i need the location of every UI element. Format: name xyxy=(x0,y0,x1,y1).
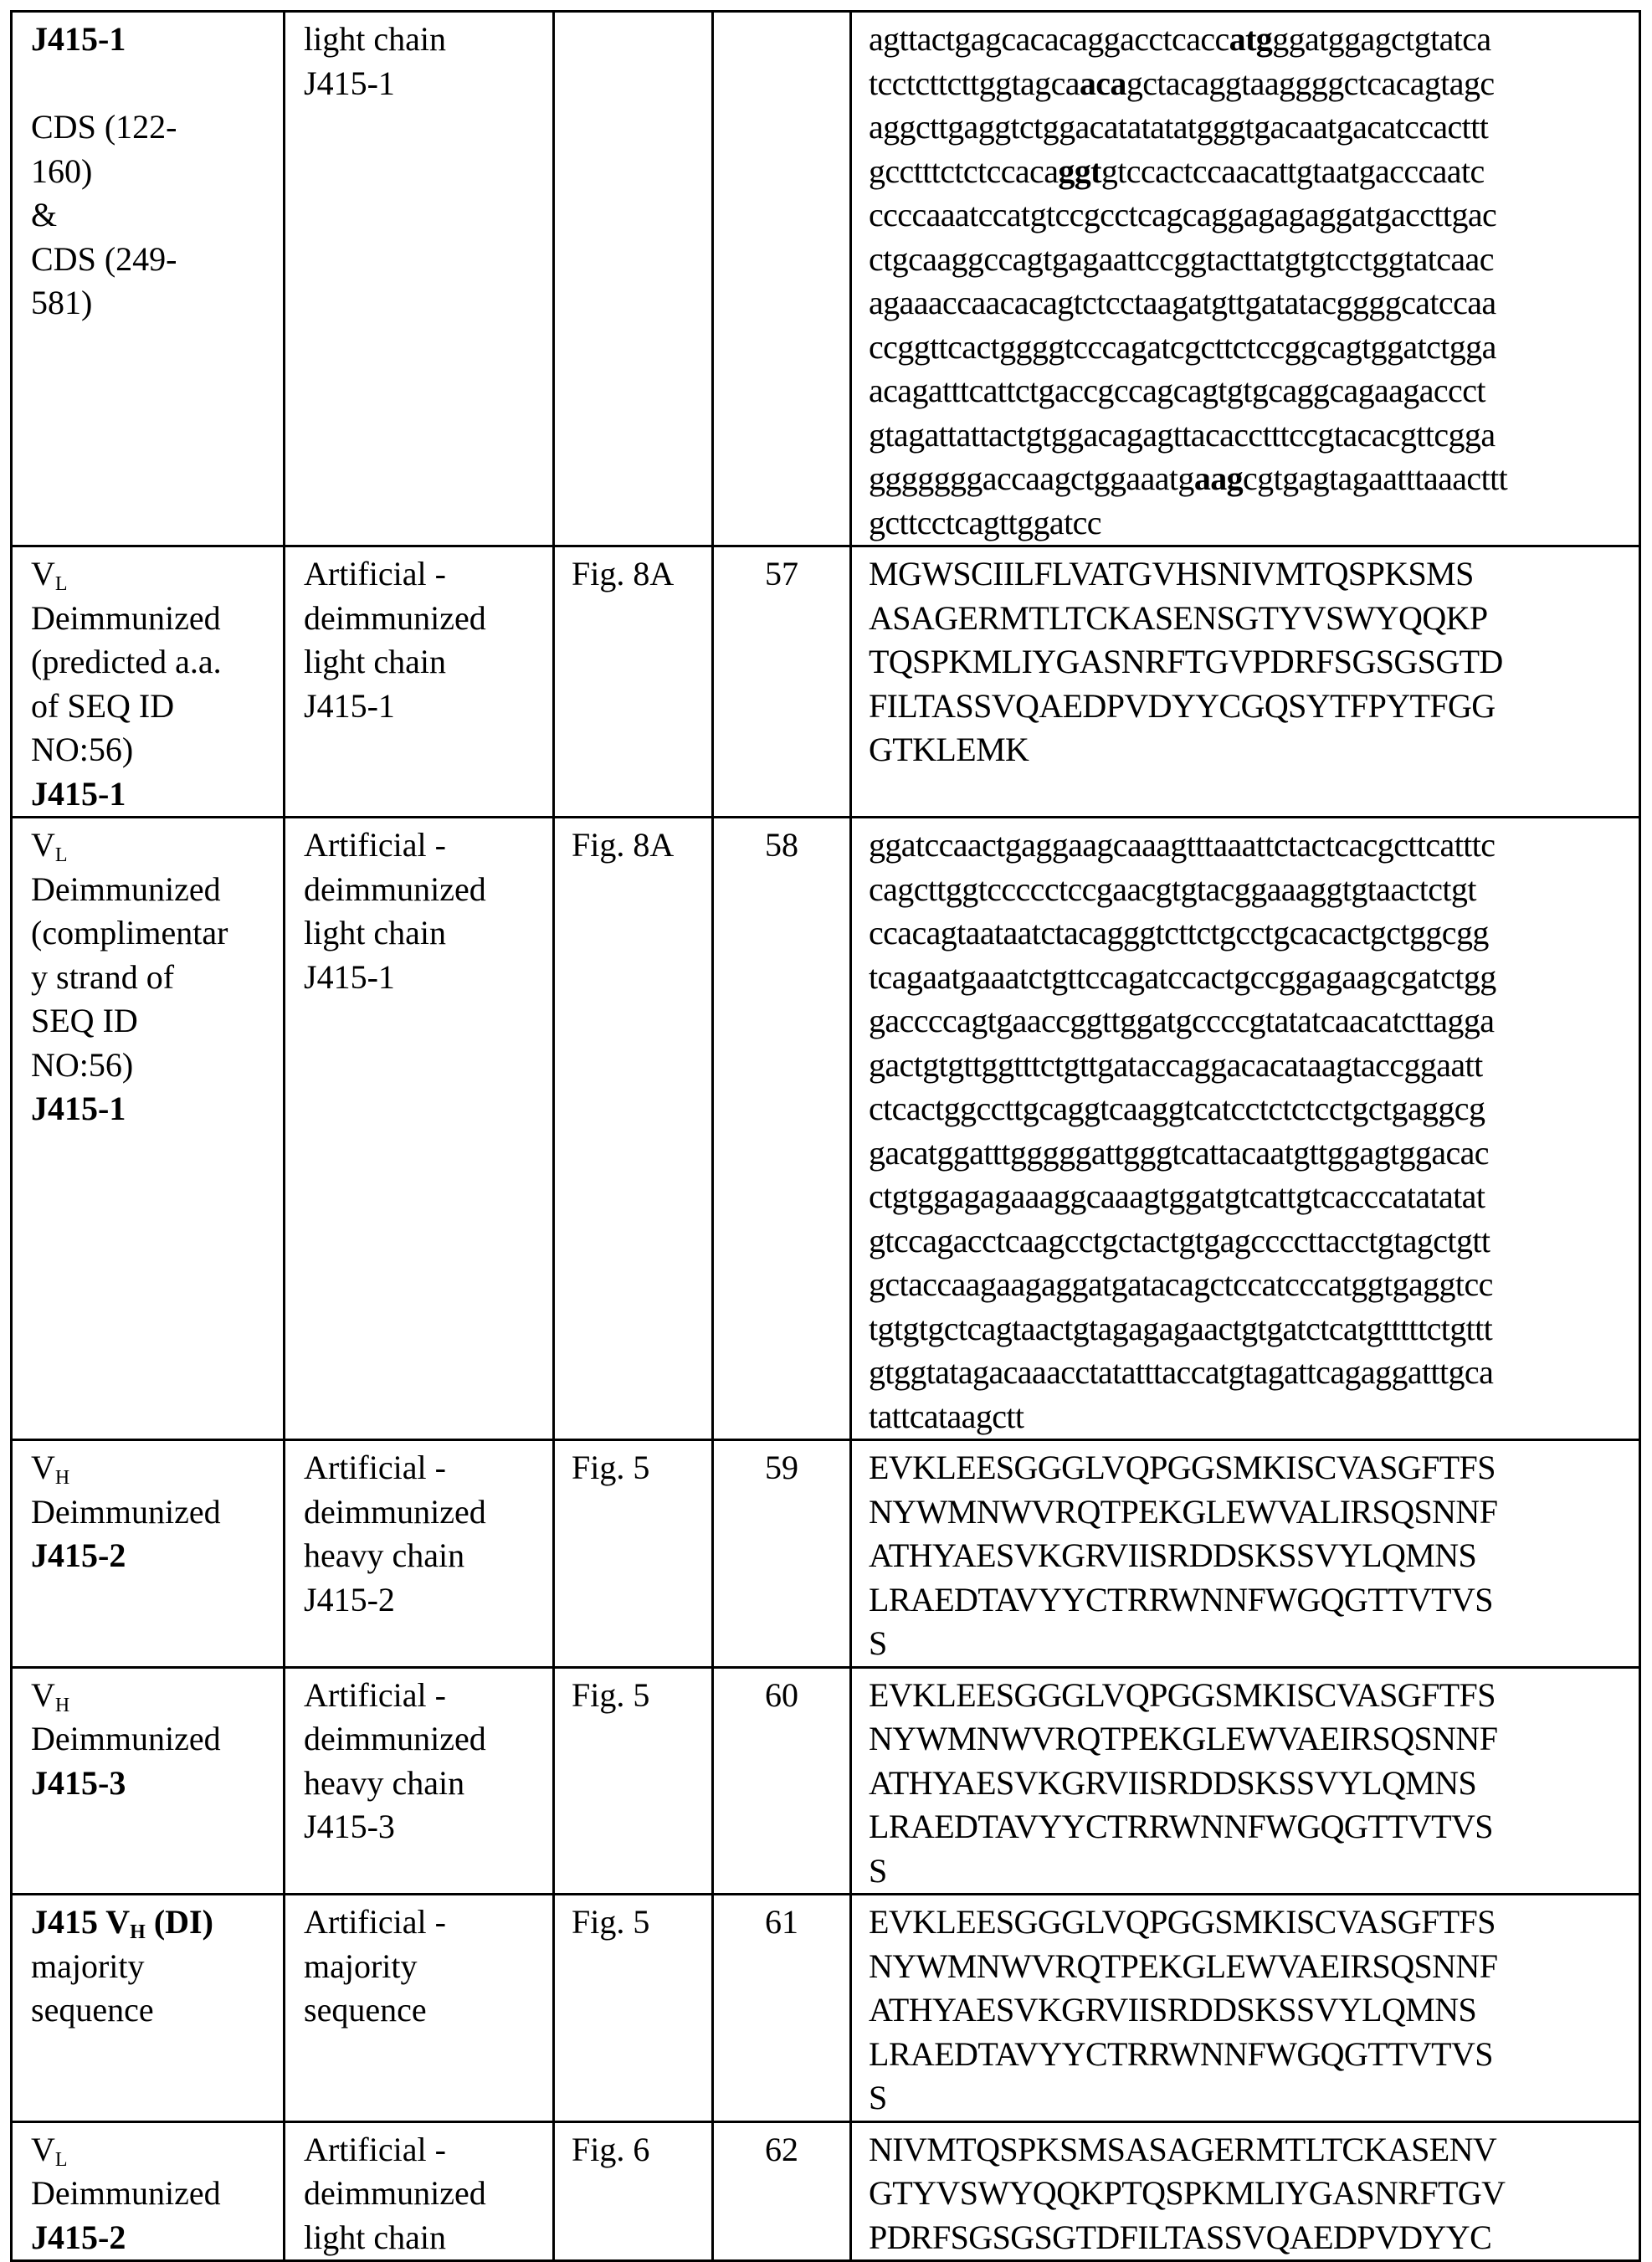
source-line: Artificial - xyxy=(304,555,446,592)
sequence-name-line: $V_H$ xyxy=(31,1449,70,1489)
sequence-name-line: $V_L$ xyxy=(31,555,68,595)
seq-id-cell xyxy=(713,2121,851,2261)
sequence-line: cagcttggtccccctccgaacgtgtacggaaaggtgtaactctgt xyxy=(869,869,1476,908)
sequence-name-line: SEQ ID xyxy=(31,1002,138,1039)
sequence-line: ctcactggccttgcaggtcaaggtcatcctctctcctgctgaggcg xyxy=(869,1090,1485,1127)
sequence-line: NIVMTQSPKSMSASAGERMTLTCKASENV xyxy=(869,2130,1497,2168)
sequence-line: ATHYAESVKGRVIISRDDSKSSVYLQMNS xyxy=(869,1763,1477,1802)
seq-id-number: 57 xyxy=(765,555,798,592)
sequence-line: FILTASSVQAEDPVDYYCGQSYTFPYTFGG xyxy=(869,686,1496,725)
sequence-line: ctgcaaggccagtgagaattccggtacttatgtgtcctggtatcaac xyxy=(869,239,1494,278)
figure-ref: Fig. 5 xyxy=(572,1903,650,1941)
sequence-name-line: sequence xyxy=(31,1991,154,2029)
sequence-name-line: $V_L$ xyxy=(31,2130,68,2171)
subscript: L xyxy=(54,844,68,866)
sequence-line: gctaccaagaagaggatgatacagctccatcccatggtgaggtcc xyxy=(869,1265,1493,1303)
table-row xyxy=(12,546,1640,818)
sequence-name-line: J415-1 xyxy=(31,774,126,813)
sequence-line: agttactgagcacacaggacctcaccatgggatggagctgtatca xyxy=(869,20,1491,58)
sequence-name-line: J415-2 xyxy=(31,2218,126,2256)
sequence-line: GTKLEMK xyxy=(869,731,1029,768)
source-line: J415-2 xyxy=(304,1580,395,1618)
subscript: L xyxy=(54,2148,68,2171)
source-cell xyxy=(285,2121,554,2261)
sequence-name-line xyxy=(31,62,283,106)
sequence-line: gtccagacctcaagcctgctactgtgagccccttacctgtagctgtt xyxy=(869,1221,1490,1259)
codon-highlight: aag xyxy=(1193,459,1244,497)
sequence-cell xyxy=(851,2121,1640,2261)
sequence-table xyxy=(10,10,1641,2262)
figure-cell xyxy=(554,12,713,546)
sequence-name-cell xyxy=(12,818,285,1440)
source-line: J415-1 xyxy=(304,957,395,996)
table-row xyxy=(12,1440,1640,1668)
sequence-table-body xyxy=(12,12,1640,2261)
sequence-name-line: Deimmunized xyxy=(31,869,221,908)
sequence-name-line: Deimmunized xyxy=(31,1720,221,1757)
seq-id-cell xyxy=(713,546,851,818)
source-line: light chain xyxy=(304,914,446,951)
sequence-line: gcctttctctccacaggtgtccactccaacattgtaatgacccaatc xyxy=(869,151,1485,190)
figure-cell xyxy=(554,1440,713,1668)
sequence-name-line: (predicted a.a. xyxy=(31,643,222,680)
seq-id-number: 58 xyxy=(765,826,798,864)
sequence-name-cell xyxy=(12,1440,285,1668)
sequence-name-cell xyxy=(12,1895,285,2122)
sequence-name-line: J415-1 xyxy=(31,20,126,58)
codon-highlight: atg xyxy=(1229,20,1273,58)
source-line: Artificial - xyxy=(304,2130,446,2168)
sequence-line: gactgtgttggtttctgttgataccaggacacataagtaccggaatt xyxy=(869,1045,1483,1084)
sequence-line: tattcataagctt xyxy=(869,1397,1024,1435)
source-line: deimmunized xyxy=(304,869,486,908)
sequence-name-line: J415-2 xyxy=(31,1536,126,1574)
source-line: heavy chain xyxy=(304,1536,465,1574)
sequence-name-line: $V_L$ xyxy=(31,826,68,866)
codon-highlight: ggt xyxy=(1058,151,1101,190)
sequence-cell xyxy=(851,818,1640,1440)
sequence-name-line: Deimmunized xyxy=(31,2174,221,2212)
sequence-line: NYWMNWVRQTPEKGLEWVALIRSQSNNF xyxy=(869,1492,1498,1531)
sequence-line: LRAEDTAVYYCTRRWNNFWGQGTTVTVS xyxy=(869,1580,1493,1618)
sequence-line: LRAEDTAVYYCTRRWNNFWGQGTTVTVS xyxy=(869,1808,1493,1845)
seq-id-number: 62 xyxy=(765,2130,798,2168)
figure-cell xyxy=(554,1667,713,1895)
source-line: J415-1 xyxy=(304,64,395,102)
sequence-line: tcctcttcttggtagcaacagctacaggtaaggggctcacagtagc xyxy=(869,64,1495,102)
table-row xyxy=(12,1667,1640,1895)
sequence-name-line: NO:56) xyxy=(31,731,134,768)
seq-id-number: 59 xyxy=(765,1449,798,1486)
seq-id-cell xyxy=(713,818,851,1440)
sequence-name-line: J415-1 xyxy=(31,1090,126,1127)
figure-ref: Fig. 8A xyxy=(572,826,675,864)
table-row xyxy=(12,1895,1640,2122)
sequence-line: ATHYAESVKGRVIISRDDSKSSVYLQMNS xyxy=(869,1536,1477,1574)
source-cell xyxy=(285,1440,554,1668)
sequence-line: gggggggaccaagctggaaatgaagcgtgagtagaatttaaacttt xyxy=(869,459,1508,497)
source-line: light chain xyxy=(304,643,446,680)
sequence-line: ATHYAESVKGRVIISRDDSKSSVYLQMNS xyxy=(869,1991,1477,2029)
table-row xyxy=(12,2121,1640,2261)
sequence-name-cell xyxy=(12,1667,285,1895)
figure-cell xyxy=(554,546,713,818)
source-line: deimmunized xyxy=(304,1492,486,1531)
figure-cell xyxy=(554,2121,713,2261)
source-line: heavy chain xyxy=(304,1763,465,1802)
sequence-line: NYWMNWVRQTPEKGLEWVAEIRSQSNNF xyxy=(869,1947,1498,1985)
subscript: H xyxy=(54,1467,70,1489)
sequence-line: NYWMNWVRQTPEKGLEWVAEIRSQSNNF xyxy=(869,1720,1498,1757)
source-line: deimmunized xyxy=(304,2174,486,2212)
sequence-cell xyxy=(851,546,1640,818)
subscript: H xyxy=(54,1694,70,1716)
sequence-name-line: y strand of xyxy=(31,957,175,996)
sequence-line: gaccccagtgaaccggttggatgccccgtatatcaacatcttagga xyxy=(869,1002,1495,1039)
sequence-name-line: Deimmunized xyxy=(31,598,221,637)
sequence-name-line: Deimmunized xyxy=(31,1492,221,1531)
sequence-line: ggatccaactgaggaagcaaagtttaaattctactcacgcttcatttc xyxy=(869,826,1496,864)
sequence-name-line: majority xyxy=(31,1947,145,1985)
sequence-name-line: CDS (249- xyxy=(31,239,177,278)
sequence-line: tgtgtgctcagtaactgtagagagaactgtgatctcatgtttttctgttt xyxy=(869,1309,1493,1347)
sequence-name-cell xyxy=(12,12,285,546)
sequence-name-line: 581) xyxy=(31,284,93,321)
sequence-name-line: & xyxy=(31,196,58,233)
sequence-name-line: NO:56) xyxy=(31,1045,134,1084)
sequence-line: gtagattattactgtggacagagttacacctttccgtacacgttcgga xyxy=(869,415,1496,454)
seq-id-cell xyxy=(713,1440,851,1668)
sequence-line: tcagaatgaaatctgttccagatccactgccggagaagcgatctgg xyxy=(869,957,1496,996)
source-line: Artificial - xyxy=(304,1903,446,1941)
source-line: Artificial - xyxy=(304,1449,446,1486)
sequence-name-line: CDS (122- xyxy=(31,108,177,146)
source-cell xyxy=(285,1895,554,2122)
seq-id-cell xyxy=(713,1895,851,2122)
sequence-line: ccacagtaataatctacagggtcttctgcctgcacactgctggcgg xyxy=(869,914,1489,951)
table-row xyxy=(12,12,1640,546)
sequence-name-cell xyxy=(12,546,285,818)
sequence-cell xyxy=(851,1440,1640,1668)
source-line: sequence xyxy=(304,1991,427,2029)
sequence-name-line: J415-3 xyxy=(31,1763,126,1802)
sequence-name-line: of SEQ ID xyxy=(31,686,175,725)
sequence-line: agaaaccaacacagtctcctaagatgttgatatacggggcatccaa xyxy=(869,284,1496,321)
figure-ref: Fig. 6 xyxy=(572,2130,650,2168)
sequence-line: gacatggatttgggggattgggtcattacaatgttggagtggacac xyxy=(869,1133,1489,1172)
sequence-line: PDRFSGSGSGTDFILTASSVQAEDPVDYYC xyxy=(869,2218,1492,2256)
source-line: majority xyxy=(304,1947,418,1985)
sequence-line: aggcttgaggtctggacatatatatgggtgacaatgacatccacttt xyxy=(869,108,1489,146)
source-line: J415-3 xyxy=(304,1808,395,1845)
codon-highlight: aca xyxy=(1079,64,1126,102)
seq-id-cell xyxy=(713,12,851,546)
figure-ref: Fig. 5 xyxy=(572,1675,650,1714)
sequence-line: EVKLEESGGGLVQPGGSMKISCVASGFTFS xyxy=(869,1903,1496,1941)
sequence-line: S xyxy=(869,2079,887,2116)
sequence-name-line: $V_H$ xyxy=(31,1675,70,1716)
source-cell xyxy=(285,12,554,546)
sequence-line: ccggttcactggggtcccagatcgcttctccggcagtggatctgga xyxy=(869,327,1496,366)
seq-id-number: 60 xyxy=(765,1675,798,1714)
subscript: H xyxy=(130,1921,146,1943)
source-cell xyxy=(285,818,554,1440)
source-line: J415-1 xyxy=(304,686,395,725)
sequence-cell xyxy=(851,1667,1640,1895)
source-cell xyxy=(285,1667,554,1895)
sequence-name-cell xyxy=(12,2121,285,2261)
sequence-cell xyxy=(851,1895,1640,2122)
sequence-name-line: J415 $V_H$ (DI) xyxy=(31,1903,213,1943)
source-line: light chain xyxy=(304,20,446,58)
sequence-line: ccccaaatccatgtccgcctcagcaggagagaggatgaccttgac xyxy=(869,196,1497,233)
figure-cell xyxy=(554,1895,713,2122)
sequence-line: MGWSCIILFLVATGVHSNIVMTQSPKSMS xyxy=(869,555,1474,592)
source-line: deimmunized xyxy=(304,598,486,637)
sequence-name-line: (complimentar xyxy=(31,914,228,951)
sequence-line: S xyxy=(869,1851,887,1890)
sequence-line: gcttcctcagttggatcc xyxy=(869,503,1101,541)
sequence-line: ASAGERMTLTCKASENSGTYVSWYQQKP xyxy=(869,598,1488,637)
sequence-cell xyxy=(851,12,1640,546)
figure-ref: Fig. 8A xyxy=(572,555,675,592)
sequence-line: ctgtggagagaaaggcaaagtggatgtcattgtcacccatatatat xyxy=(869,1177,1485,1215)
seq-id-number: 61 xyxy=(765,1903,798,1941)
source-line: light chain xyxy=(304,2218,446,2256)
figure-cell xyxy=(554,818,713,1440)
sequence-line: GTYVSWYQQKPTQSPKMLIYGASNRFTGV xyxy=(869,2174,1506,2212)
sequence-line: EVKLEESGGGLVQPGGSMKISCVASGFTFS xyxy=(869,1675,1496,1714)
sequence-line: LRAEDTAVYYCTRRWNNFWGQGTTVTVS xyxy=(869,2034,1493,2073)
source-line: Artificial - xyxy=(304,1675,446,1714)
source-line: Artificial - xyxy=(304,826,446,864)
sequence-line: TQSPKMLIYGASNRFTGVPDRFSGSGSGTD xyxy=(869,643,1503,680)
sequence-line: gtggtatagacaaacctatatttaccatgtagattcagaggatttgca xyxy=(869,1353,1494,1391)
table-row xyxy=(12,818,1640,1440)
source-line: deimmunized xyxy=(304,1720,486,1757)
source-cell xyxy=(285,546,554,818)
sequence-line: EVKLEESGGGLVQPGGSMKISCVASGFTFS xyxy=(869,1449,1496,1486)
seq-id-cell xyxy=(713,1667,851,1895)
subscript: L xyxy=(54,573,68,595)
sequence-name-line: 160) xyxy=(31,151,93,190)
sequence-line: S xyxy=(869,1624,887,1662)
sequence-line: acagatttcattctgaccgccagcagtgtgcaggcagaagaccct xyxy=(869,372,1485,409)
figure-ref: Fig. 5 xyxy=(572,1449,650,1486)
